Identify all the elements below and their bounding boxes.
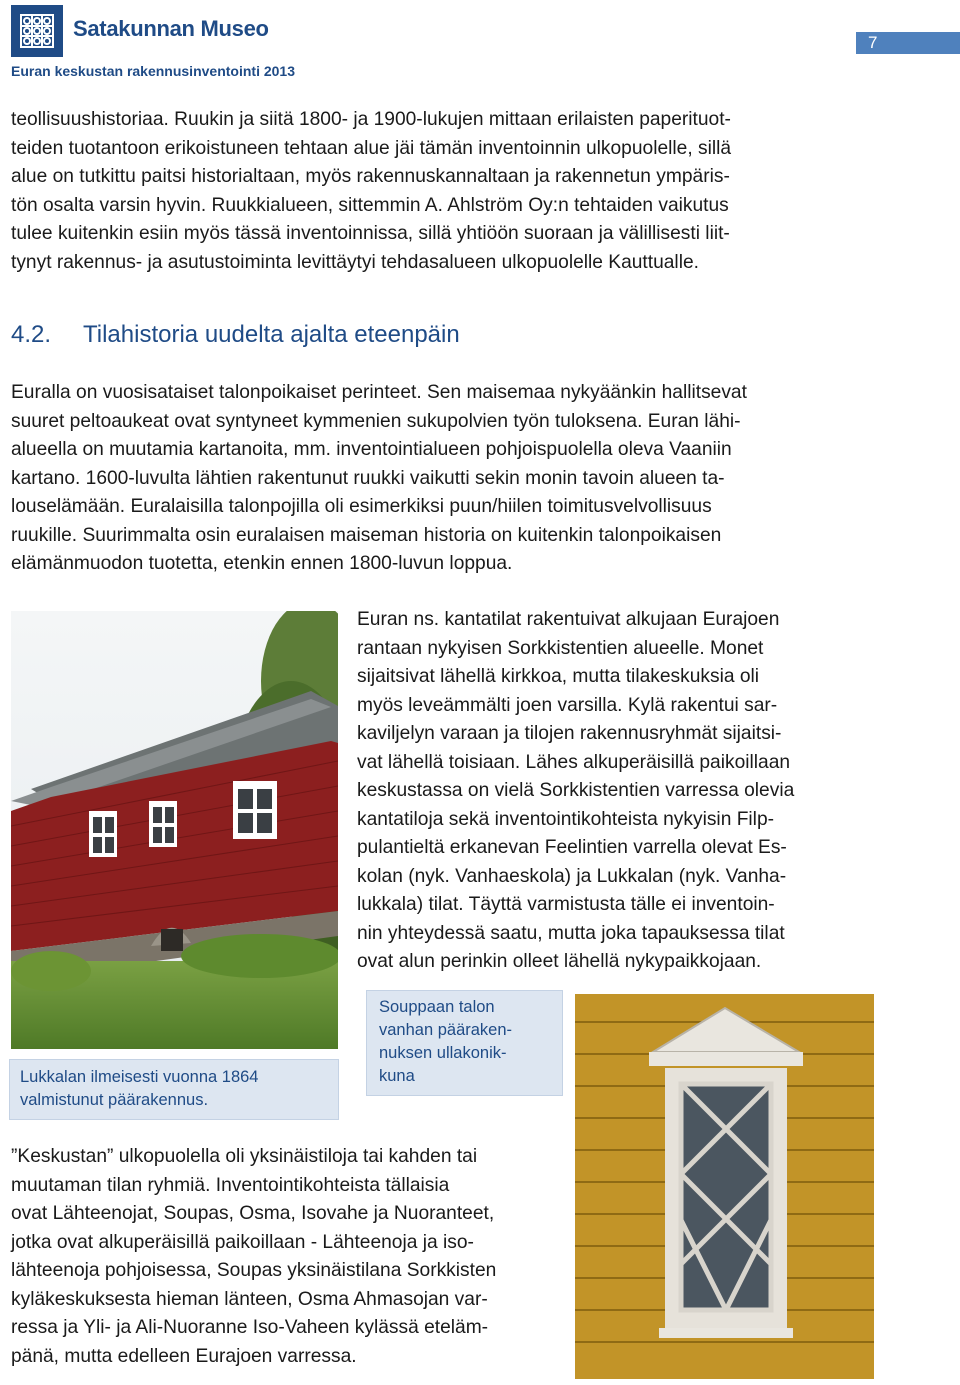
text-line: alue on tutkittu paitsi historialtaan, myös rakennuskannaltaan ja rakennetun ympäris- xyxy=(11,166,730,187)
intro-paragraph xyxy=(11,106,911,277)
text-line: kantatiloja sekä inventointikohteista nykyisin Filp- xyxy=(357,808,775,830)
text-line: ”Keskustan” ulkopuolella oli yksinäistiloja tai kahden tai xyxy=(11,1146,478,1167)
attic-window-photo xyxy=(575,994,874,1379)
text-line: suuret peltoaukeat ovat syntyneet kymmenien sukupolvien työn tuloksena. Euran lähi- xyxy=(11,410,741,432)
text-line: tulee kuitenkin esiin myös tässä inventoinnissa, sillä yhtiöön suoraan ja välillisesti liit- xyxy=(11,223,730,244)
text-line: keskustassa on vielä Sorkkistentien varressa olevia xyxy=(357,780,795,801)
right-column-paragraph xyxy=(357,606,957,977)
text-line: pulantieltä erkanevan Feelintien varrella olevat Es- xyxy=(357,837,787,858)
text-line: Euran ns. kantatilat rakentuivat alkujaan Eurajoen xyxy=(357,609,780,630)
text-line: elämänmuodon tuotetta, etenkin ennen 1800-luvun loppua. xyxy=(11,553,513,574)
text-line: alueella on muutamia kartanoita, mm. inventointialueen pohjoispuolella oleva Vaaniin xyxy=(11,439,732,460)
text-line: ovat alun perinkin olleet lähellä nykypaikkojaan. xyxy=(357,951,762,972)
section-title: Tilahistoria uudelta ajalta eteenpäin xyxy=(83,321,460,348)
text-line: nin yhteydessä saatu, mutta joka tapauksessa tilat xyxy=(357,922,785,944)
text-line: ressa ja Yli- ja Ali-Nuoranne Iso-Vaheen kylässä eteläm- xyxy=(11,1317,489,1338)
caption-line: kuna xyxy=(379,1067,415,1085)
farmhouse-photo xyxy=(11,611,338,1049)
text-line: ovat Lähteenojat, Soupas, Osma, Isovahe ja Nuoranteet, xyxy=(11,1203,495,1224)
text-line: lukkala) tilat. Täyttä varmistusta tälle ei inventoin- xyxy=(357,894,775,915)
section-number: 4.2. xyxy=(11,321,52,348)
text-line: jotka ovat alkuperäisillä paikoillaan - Lähteenoja ja iso- xyxy=(11,1231,474,1253)
document-subtitle: Euran keskustan rakennusinventointi 2013 xyxy=(11,63,295,79)
text-line: kolan (nyk. Vanhaeskola) ja Lukkalan (nyk. Vanha- xyxy=(357,865,787,887)
text-line: louselämään. Euralaisilla talonpojilla oli esimerkiksi puun/hiilen toimitusvelvollisuus xyxy=(11,496,712,517)
caption-line: valmistunut päärakennus. xyxy=(20,1091,209,1109)
text-line: rantaan nykyisen Sorkkistentien alueelle. Monet xyxy=(357,637,764,659)
text-line: teollisuushistoriaa. Ruukin ja siitä 1800- ja 1900-lukujen mittaan erilaisten paperituot- xyxy=(11,109,731,130)
bottom-paragraph xyxy=(11,1143,571,1371)
caption-line: Souppaan talon xyxy=(379,998,495,1016)
text-line: Euralla on vuosisataiset talonpoikaiset perinteet. Sen maisemaa nykyäänkin hallitsevat xyxy=(11,382,747,403)
section-paragraph xyxy=(11,379,911,579)
text-line: kaviljelyn varaan ja tilojen rakennusryhmät sijaitsi- xyxy=(357,723,782,744)
text-line: sijaitsivat lähellä kirkkoa, mutta tilakeskuksia oli xyxy=(357,666,760,687)
photo-caption-left xyxy=(9,1059,339,1120)
section-heading xyxy=(11,321,460,349)
photo-caption-right xyxy=(366,990,563,1096)
text-line: kartano. 1600-luvulta lähtien rakentunut ruukki vaikutti sekin monin tavoin alueen ta- xyxy=(11,467,725,489)
text-line: tynyt rakennus- ja asutustoiminta levittäytyi tehdasalueen ulkopuolelle Kauttualle. xyxy=(11,251,699,273)
caption-line: vanhan pääraken- xyxy=(379,1021,513,1039)
caption-line: nuksen ullakonik- xyxy=(379,1044,507,1062)
text-line: lähteenoja pohjoisessa, Soupas yksinäistilana Sorkkisten xyxy=(11,1260,497,1281)
text-line: teiden tuotantoon erikoistuneen tehtaan alue jäi tämän inventoinnin ulkopuolelle, sillä xyxy=(11,137,732,159)
text-line: myös leveämmälti joen varsilla. Kylä rakentui sar- xyxy=(357,694,778,716)
caption-line: Lukkalan ilmeisesti vuonna 1864 xyxy=(20,1068,259,1086)
text-line: pänä, mutta edelleen Eurajoen varressa. xyxy=(11,1345,357,1367)
text-line: kyläkeskuksesta hieman länteen, Osma Ahmasojan var- xyxy=(11,1288,488,1310)
page-number: 7 xyxy=(868,33,878,52)
text-line: muutaman tilan ryhmiä. Inventointikohteista tällaisia xyxy=(11,1174,450,1196)
text-line: vat lähellä toisiaan. Lähes alkuperäisillä paikoillaan xyxy=(357,751,791,773)
museum-logo-icon xyxy=(11,5,63,57)
brand-name: Satakunnan Museo xyxy=(73,16,269,41)
text-line: ruukille. Suurimmalta osin euralaisen maiseman historia on kuitenkin talonpoikaisen xyxy=(11,524,722,546)
text-line: tön osalta varsin hyvin. Ruukkialueen, sittemmin A. Ahlström Oy:n tehtaiden vaikutus xyxy=(11,194,729,216)
